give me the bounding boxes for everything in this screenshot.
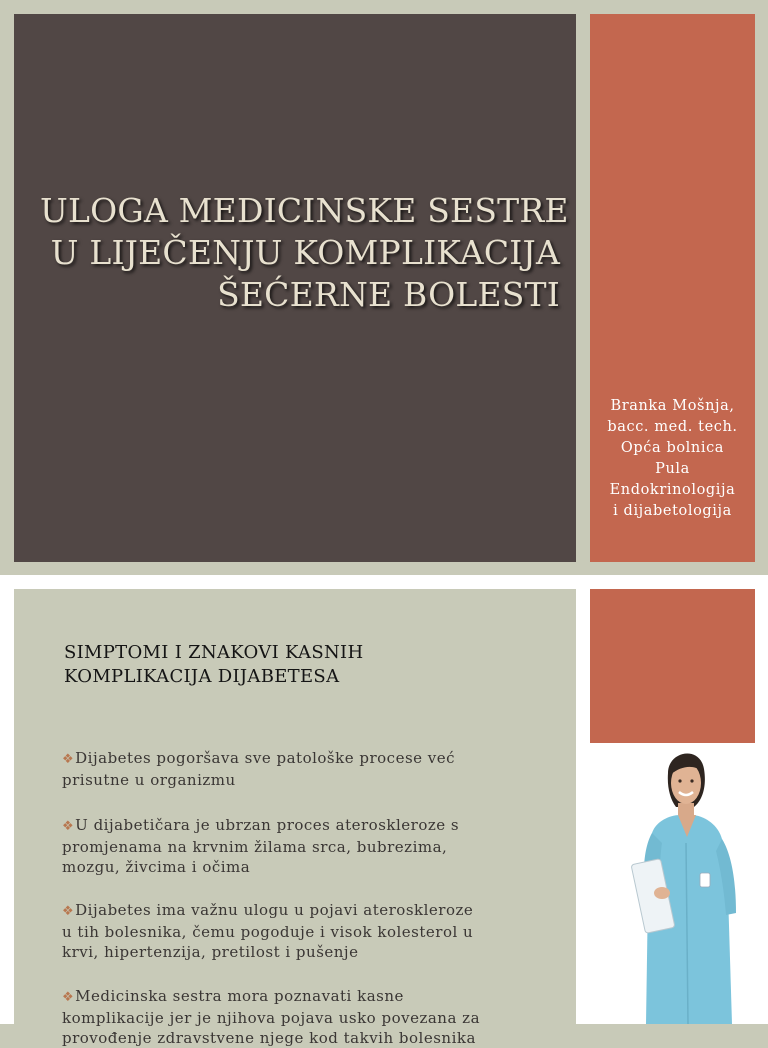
author-panel bbox=[590, 14, 755, 562]
bullet-line: promjenama na krvnim žilama srca, bubrezima, bbox=[62, 838, 448, 856]
title-line: U LIJEČENJU KOMPLIKACIJA bbox=[50, 233, 560, 272]
diamond-bullet-icon: ❖ bbox=[62, 990, 75, 1005]
bullet-text: Dijabetes pogoršava sve patološke procese već bbox=[75, 749, 456, 767]
bullet-line bbox=[62, 986, 572, 1008]
bullet-item bbox=[62, 986, 572, 1048]
diamond-bullet-icon: ❖ bbox=[62, 752, 75, 767]
bullet-line bbox=[62, 748, 572, 770]
bullet-item bbox=[62, 900, 572, 962]
accent-panel bbox=[590, 589, 755, 743]
heading-line: KOMPLIKACIJA DIJABETESA bbox=[64, 666, 340, 687]
nurse-photo bbox=[590, 743, 768, 1024]
bullet-line: krvi, hipertenzija, pretilost i pušenje bbox=[62, 943, 359, 961]
heading-line: SIMPTOMI I ZNAKOVI KASNIH bbox=[64, 642, 364, 663]
bullet-text: Medicinska sestra mora poznavati kasne bbox=[75, 987, 404, 1005]
content-panel bbox=[14, 589, 576, 1047]
bullet-line bbox=[62, 815, 572, 837]
nurse-illustration bbox=[590, 743, 768, 1024]
bullet-item bbox=[62, 748, 572, 790]
diamond-bullet-icon: ❖ bbox=[62, 904, 75, 919]
presentation-title bbox=[40, 190, 569, 316]
bullet-line: provođenje zdravstvene njege kod takvih bolesnika bbox=[62, 1029, 476, 1047]
content-slide bbox=[0, 575, 768, 1047]
title-panel bbox=[14, 14, 576, 562]
bullet-line: mozgu, živcima i očima bbox=[62, 858, 251, 876]
bullet-line: u tih bolesnika, čemu pogoduje i visok kolesterol u bbox=[62, 923, 474, 941]
diamond-bullet-icon: ❖ bbox=[62, 819, 75, 834]
slide-heading bbox=[64, 641, 564, 689]
author-info bbox=[590, 396, 755, 522]
author-line: i dijabetologija bbox=[613, 503, 732, 519]
author-line: Pula bbox=[655, 461, 690, 477]
author-line: Branka Mošnja, bbox=[610, 398, 735, 414]
bullet-text: Dijabetes ima važnu ulogu u pojavi ateroskleroze bbox=[75, 901, 474, 919]
bullet-item bbox=[62, 815, 572, 877]
bullet-line: prisutne u organizmu bbox=[62, 771, 236, 789]
bullet-line: komplikacije jer je njihova pojava usko povezana za bbox=[62, 1009, 481, 1027]
title-line: ULOGA MEDICINSKE SESTRE bbox=[40, 191, 569, 230]
author-line: Opća bolnica bbox=[620, 440, 725, 456]
title-line: ŠEĆERNE BOLESTI bbox=[217, 275, 560, 314]
author-line: bacc. med. tech. bbox=[607, 419, 738, 435]
author-line: Endokrinologija bbox=[609, 482, 736, 498]
bullet-text: U dijabetičara je ubrzan proces ateroskleroze s bbox=[75, 816, 460, 834]
bullet-line bbox=[62, 900, 572, 922]
